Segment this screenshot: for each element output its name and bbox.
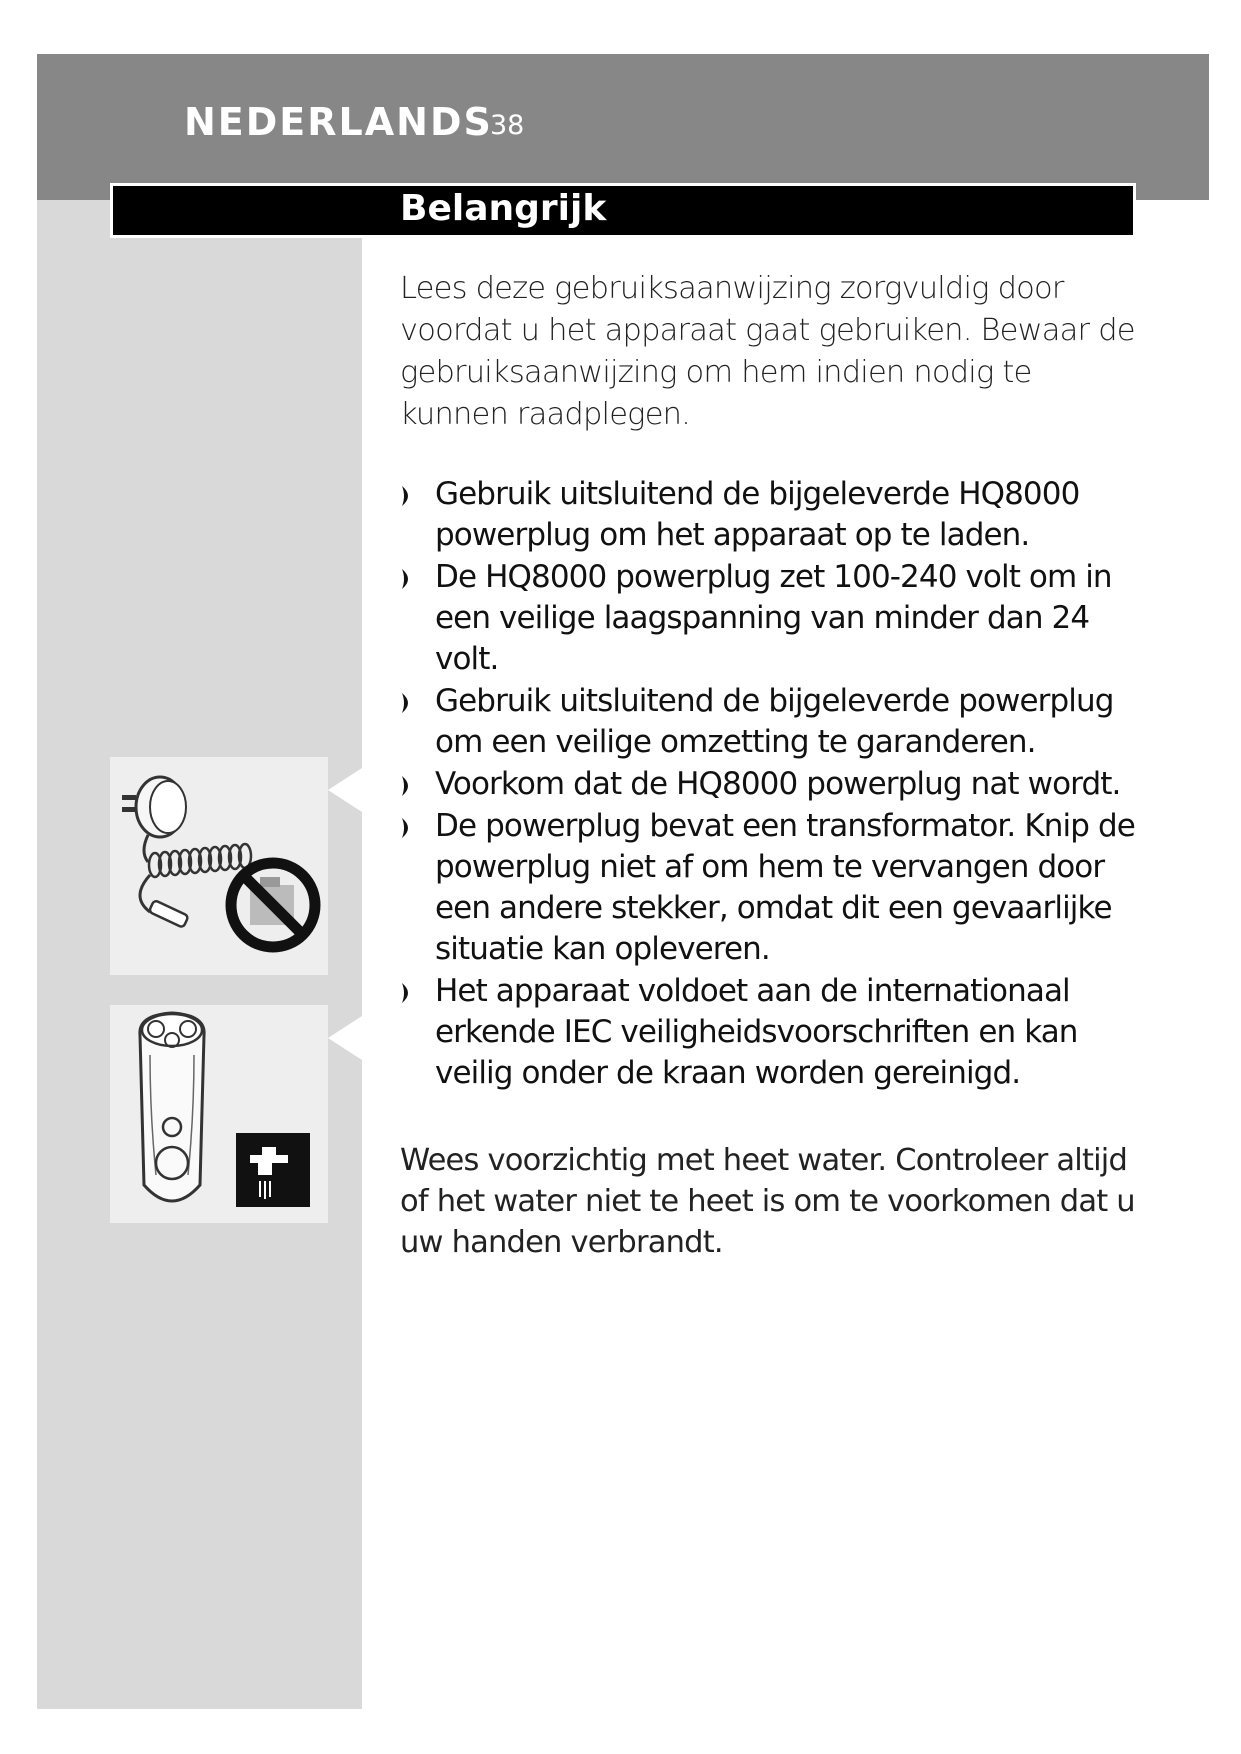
figure-pointer: [328, 1016, 362, 1060]
bullet-icon: [400, 817, 414, 839]
page-number: 38: [490, 110, 525, 141]
bullet-text: Voorkom dat de HQ8000 powerplug nat wordt.: [435, 766, 1121, 802]
bullet-text: Gebruik uitsluitend de bijgeleverde HQ8000 powerplug om het apparaat op te laden.: [435, 476, 1080, 553]
language-heading: NEDERLANDS: [184, 100, 493, 144]
bullet-icon: [400, 568, 414, 590]
bullet-item: [400, 557, 1140, 680]
bullet-icon: [400, 982, 414, 1004]
hot-water-warning: Wees voorzichtig met heet water. Controleer altijd of het water niet te heet is om te voorkomen dat u uw handen verbrandt.: [400, 1143, 1135, 1260]
bullet-icon: [400, 692, 414, 714]
bullet-text: De HQ8000 powerplug zet 100-240 volt om in een veilige laagspanning van minder dan 24 volt.: [435, 559, 1112, 677]
bullet-text: Het apparaat voldoet aan de internationaal erkende IEC veiligheidsvoorschriften en kan veilig onder de kraan worden gereinigd.: [435, 973, 1078, 1091]
section-title: Belangrijk: [400, 188, 607, 229]
bullet-item: [400, 474, 1140, 556]
powerplug-no-water-figure: [110, 757, 328, 975]
bullet-icon: [400, 775, 414, 797]
bullet-icon: [400, 485, 414, 507]
bullet-text: De powerplug bevat een transformator. Knip de powerplug niet af om hem te vervangen door een andere stekker, omdat dit een gevaarlijke situatie kan opleveren.: [435, 808, 1135, 967]
bullet-item: [400, 764, 1140, 805]
bullet-item: [400, 806, 1140, 970]
intro-paragraph: Lees deze gebruiksaanwijzing zorgvuldig door voordat u het apparaat gaat gebruiken. Bewaar de gebruiksaanwijzing om hem indien nodig te kunnen raadplegen.: [400, 271, 1135, 432]
shaver-icon: [110, 1005, 328, 1223]
bullet-text: Gebruik uitsluitend de bijgeleverde powerplug om een veilige omzetting te garanderen.: [435, 683, 1114, 760]
powerplug-icon: [110, 757, 328, 975]
bullet-item: [400, 971, 1140, 1094]
bullet-item: [400, 681, 1140, 763]
safety-bullet-list: [400, 474, 1140, 1095]
figure-pointer: [328, 768, 362, 812]
shaver-tap-figure: [110, 1005, 328, 1223]
section-bar: [110, 183, 1136, 238]
